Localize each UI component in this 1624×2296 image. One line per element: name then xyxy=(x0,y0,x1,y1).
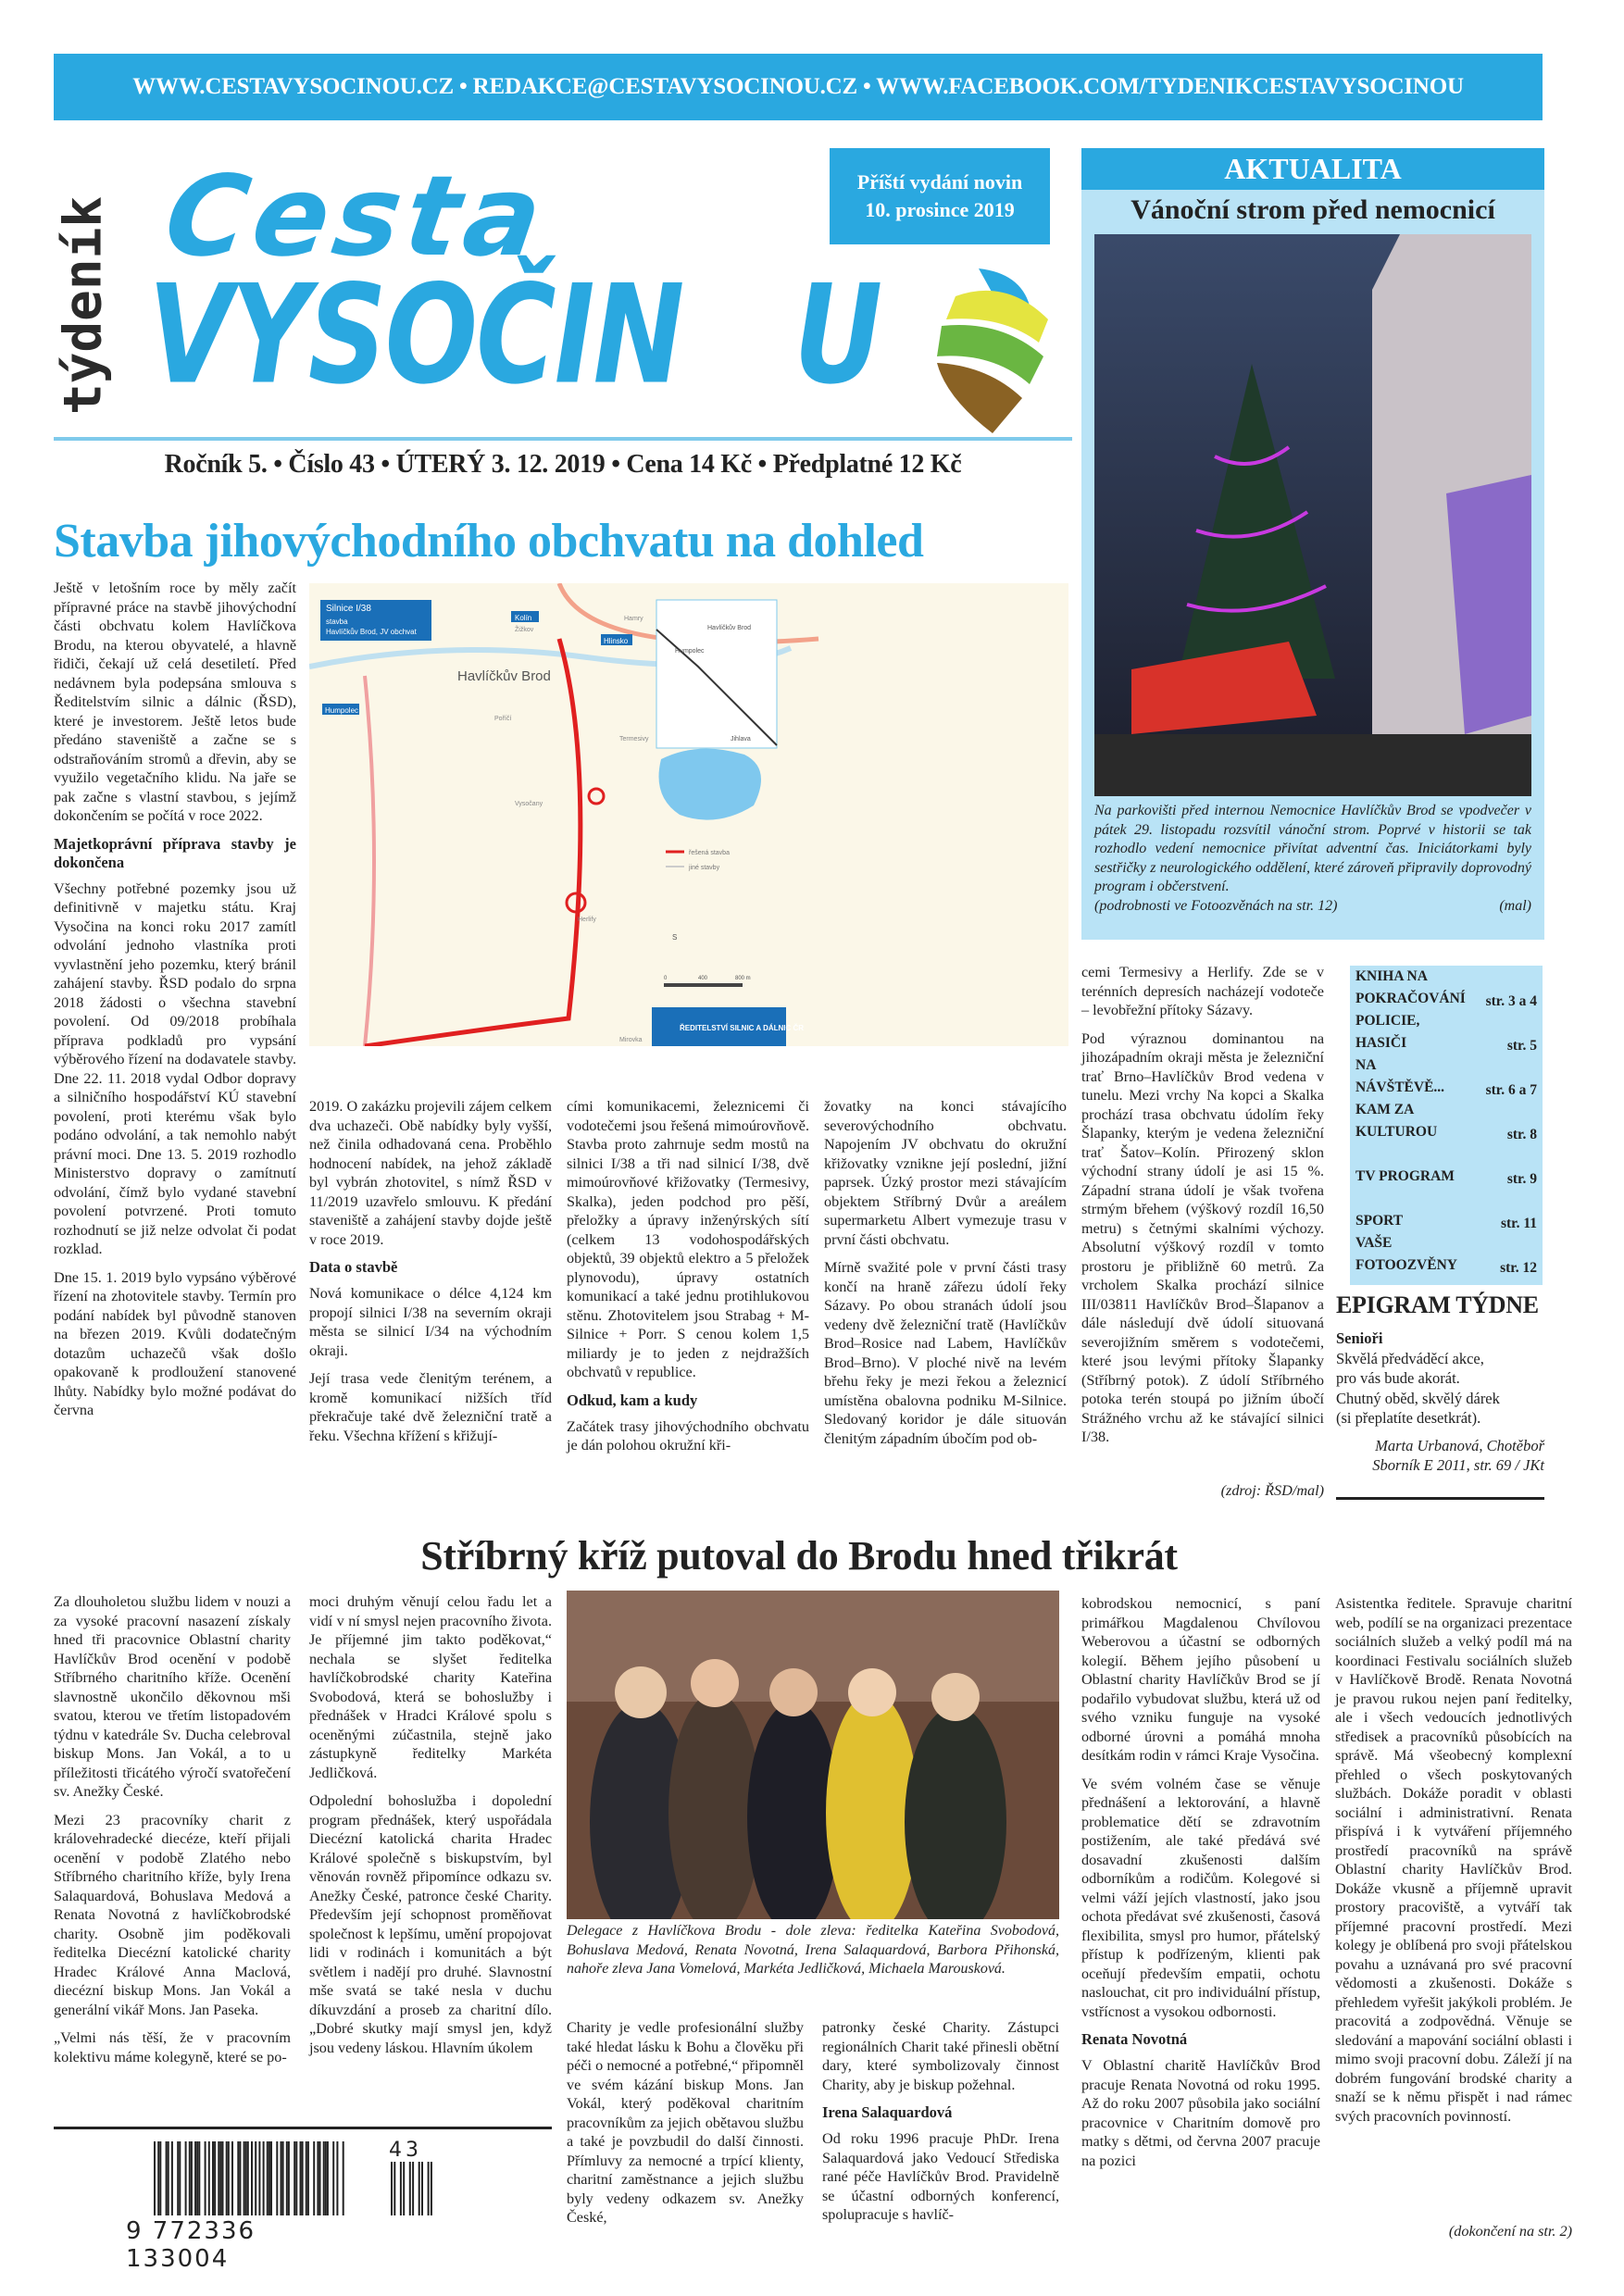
barcode-addon-bar xyxy=(409,2162,411,2215)
divider xyxy=(1336,1497,1544,1500)
paragraph: Všechny potřebné pozemky jsou už definitivně v majetku státu. Kraj Vysočina na konci roku 2017 zamítl odvolání jednoho vlastníka proti vyvlastnění jeho pozemku, který bránil zahájení stavby. ŘSD podalo do srpna 2018 žádosti o všechna stavební povolení. Od 09/2018 probíhala příprava podkladů pro vypsání výběrového řízení na dodavatele stavby. Dne 22. 11. 2018 vydal Odbor dopravy a silničního hospodářství KÚ stavební povolení, proti kterému však bylo podáno odvolání, a tak nemohlo nabýt právní moci. Dne 13. 5. 2019 rozhodlo Ministerstvo dopravy o zamítnutí odvolání, čímž bylo vydané stavební povolení potvrzené. Proti tomuto rozhodnutí se již nelze odvolat či podat rozklad. xyxy=(54,880,296,1257)
group-photo xyxy=(567,1591,1059,1919)
barcode-bar xyxy=(231,2141,233,2215)
next-issue-label: Příští vydání novin xyxy=(856,170,1023,193)
epigram-author: Marta Urbanová, Chotěboř xyxy=(1375,1436,1544,1454)
paragraph: 2019. O zakázku projevili zájem celkem dva uchazeči. Obě nabídky byly vyšší, než činila odhadovaná cena. Proběhlo hodnocení nabídek, na jehož základě byl vybrán zhotovitel, s nímž ŘSD v 11/2019 uzavřelo smlouvu. K předání staveniště a zahájení stavby dojde ještě v roce 2019. xyxy=(309,1098,552,1248)
map-label-humpolec: Humpolec xyxy=(325,706,359,715)
barcode-bar xyxy=(219,2141,221,2215)
divider xyxy=(54,2127,552,2129)
index-item[interactable] xyxy=(1350,1010,1543,1054)
barcode-addon-bar xyxy=(412,2162,414,2215)
barcode-bar xyxy=(228,2141,230,2215)
epigram-title: EPIGRAM TÝDNE xyxy=(1336,1292,1539,1318)
aktualita-title: Vánoční strom před nemocnicí xyxy=(1131,194,1495,225)
map-label-zizkov: Žižkov xyxy=(515,627,534,633)
paragraph: Za dlouholetou službu lidem v nouzi a za vysoké pracovní nasazení získaly hned tři pracovnice Oblastní charity Havlíčkův Brod ocenění v podobě Stříbrného charitního kříže. Ocenění slavnostně ukončilo děkovnou mši svatou, kterou ve třetím listopadovém týdnu v katedrále Sv. Ducha celebroval biskup Mons. Jan Vokál, a to u příležitosti třicátého výročí svatořečení sv. Anežky České. xyxy=(54,1593,291,1800)
barcode-bar xyxy=(323,2141,325,2215)
article2-title: Stříbrný kříž putoval do Brodu hned třikrát xyxy=(420,1533,1178,1578)
barcode-addon: 43 xyxy=(389,2139,422,2162)
map-label-hamry: Hamry xyxy=(624,616,643,622)
map-sign-sub1: stavba xyxy=(326,618,348,626)
barcode-bar xyxy=(194,2141,196,2215)
barcode-addon-bar xyxy=(428,2162,430,2215)
barcode-bar xyxy=(218,2141,219,2215)
barcode-bar xyxy=(281,2141,282,2215)
index-item-label: VAŠE FOTOOZVĚNY xyxy=(1355,1235,1457,1273)
barcode-bar xyxy=(214,2141,216,2215)
index-item-label: POLICIE, HASIČI xyxy=(1355,1013,1420,1051)
article1-col1 xyxy=(54,579,296,1429)
map-sign-sub2: Havlíčkův Brod, JV obchvat xyxy=(326,628,417,636)
barcode-bar xyxy=(327,2141,329,2215)
paragraph: Charity je vedle profesionální služby také hledat lásku k Bohu a člověku při péči o nemocné a potřebné,“ připomněl ve svém kázání biskup Mons. Jan Vokál, který poděkoval charitním pracovníkům za jejich obětavou službu a také je povzbudil do další činnosti. Přímluvy za nemocné a trpící klienty, charitní zaměstnance a jejich službu byly vedeny odkazem sv. Anežky České, xyxy=(567,2019,804,2226)
article2-continued[interactable]: (dokončení na str. 2) xyxy=(1448,2223,1572,2240)
barcode-addon-bar xyxy=(394,2162,395,2215)
index-item-page: str. 3 a 4 xyxy=(1485,993,1537,1009)
index-item-label: SPORT xyxy=(1355,1213,1404,1229)
map-label-hlinsko: Hlinsko xyxy=(604,637,629,645)
paragraph: Asistentka ředitele. Spravuje charitní web, podílí se na organizaci prezentace sociálních služeb a velký podíl má na koordinaci Festivalu sociálních služeb v Havlíčkově Brodě. Renata Novotná je pravou rukou nejen paní ředitelky, ale i všech vedoucích jednotlivých středisek a pracovníků působících na správě. Má všeobecný komplexní přehled o všech poskytovaných službách. Dokáže poradit v oblasti sociální i administrativní. Renata přispívá i k vytváření příjemného prostředí pracovníků na správě Oblastní charity Havlíčkův Brod. Dokáže vkusně a příjemně upravit prostory pracoviště, a vytváří tak příjemné pracovní prostředí. Mezi kolegy je oblíbená pro svoji přátelskou povahu a uznávaná pro své pracovní vědomosti a zkušenosti. Dokáže s přehledem vyřešit jakýkoli problém. Je pracovitá a zodpovědná. Věnuje se sledování a mapování sociální oblasti i mimo svoji pracovní dobu. Záleží jí na dobrém fungování brodské charity a snaží se k němu přispět i nad rámec svých pracovních povinností. xyxy=(1335,1595,1572,2125)
paragraph: Ještě v letošním roce by měly začít přípravné práce na stavbě jihovýchodní části obchvatu kolem Havlíčkova Brodu, na kterou obyvatelé, a hlavně řidiči, čekají už celá desetiletí. Před nedávnem byla podepsána smlouva s Ředitelstvím silnic a dálnic (ŘSD), které je investorem. Ještě letos bude předáno staveniště a začne se s odstraňováním stromů a dřevin, aby se využilo vegetačního klidu. Na jaře se pak začne s vlastní stavbou, s jejímž dokončením se počítá v roce 2022. xyxy=(54,580,296,824)
article2-col5 xyxy=(1081,1594,1320,2179)
barcode-bar xyxy=(286,2141,288,2215)
contact-links: WWW.CESTAVYSOCINOU.CZ • REDAKCE@CESTAVYSOCINOU.CZ • WWW.FACEBOOK.COM/TYDENIKCESTAVYSOCINOU xyxy=(132,74,1464,99)
barcode-bar xyxy=(325,2141,327,2215)
article2-col4 xyxy=(822,2018,1059,2234)
barcode-bar xyxy=(294,2141,295,2215)
paragraph: patronky české Charity. Zástupci regionálních Charit také přinesli obětní dary, které symbolizovaly činnost Charity, aby je biskup požehnal. xyxy=(822,2019,1059,2093)
epigram-source: Sborník E 2011, str. 69 / JKt xyxy=(1372,1456,1544,1474)
logo-side-text: týdeník xyxy=(53,195,114,416)
barcode-bar xyxy=(177,2141,179,2215)
barcode-bar xyxy=(157,2141,159,2215)
article1-col2 xyxy=(309,1097,552,1454)
subheading: Data o stavbě xyxy=(309,1258,398,1276)
barcode-addon-bar xyxy=(418,2162,420,2215)
map-label-termesivy: Termesivy xyxy=(619,736,649,742)
paragraph: Mírně svažité pole v první části trasy končí na hraně zářezu údolí řeky Sázavy. Po obou stranách údolí jsou vedeny dvě železniční tratě (Havlíčkův Brod–Rosice nad Labem, Havlíčkův Brod–Brno). V ploché nivě na levém břehu řeky je mezi řekou a železnicí umístěna obalovna podniku M-Silnice. Sledovaný koridor je dále situován členitým západním úbočím pod ob- xyxy=(824,1259,1067,1447)
inset-label-humpolec: Humpolec xyxy=(675,648,705,655)
barcode-bar xyxy=(237,2141,239,2215)
route-map xyxy=(309,583,1068,1046)
next-issue-box xyxy=(830,148,1050,244)
barcode-bar xyxy=(313,2141,315,2215)
barcode-bar xyxy=(239,2141,241,2215)
epigram xyxy=(1336,1329,1568,1476)
barcode-bar xyxy=(343,2141,344,2215)
index-item-label: KAM ZA KULTUROU xyxy=(1355,1102,1438,1140)
barcode-bar xyxy=(267,2141,269,2215)
index-item-label: KNIHA NA POKRAČOVÁNÍ xyxy=(1355,968,1466,1006)
paragraph: Mezi 23 pracovníky charit z královehradecké diecéze, kteří přijali ocenění v podobě Zlatého nebo Stříbrného charitního kříže, byly Irena Salaquardová, Bohuslava Medová a Renata Novotná z havlíčkobrodské charity. Osobně jim poděkovali ředitelka Diecézní katolické charity Hradec Králové Anna Maclová, diecézní biskup Mons. Jan Vokál a generální vikář Mons. Jan Paseka. xyxy=(54,1811,291,2018)
index-item[interactable] xyxy=(1350,966,1543,1010)
barcode-bar xyxy=(263,2141,265,2215)
map-label-herlify: Herlify xyxy=(578,917,596,923)
barcode-bar xyxy=(171,2141,173,2215)
barcode-bar xyxy=(336,2141,338,2215)
index-item-page: str. 5 xyxy=(1506,1038,1537,1054)
barcode-bar xyxy=(269,2141,270,2215)
barcode-addon-bar xyxy=(403,2162,405,2215)
barcode-bar xyxy=(307,2141,309,2215)
barcode-bar xyxy=(255,2141,256,2215)
christmas-tree-photo xyxy=(1094,234,1531,796)
barcode-bar xyxy=(179,2141,181,2215)
article1-col4 xyxy=(824,1097,1067,1457)
barcode-bar xyxy=(270,2141,272,2215)
article2-col6 xyxy=(1335,1594,1572,2135)
barcode-bar xyxy=(319,2141,321,2215)
barcode-bar xyxy=(168,2141,169,2215)
index-item-label: TV PROGRAM xyxy=(1355,1168,1455,1184)
barcode-bar xyxy=(245,2141,247,2215)
barcode-bar xyxy=(288,2141,290,2215)
paragraph: moci druhým věnují celou řadu let a vidí v ní smysl nejen pracovního života. Je příjemné jim takto poděkovat,“ nechala se slyšet ředitelka havlíčkobrodské charity Kateřina Svobodová, která se bohoslužby i přednášek v Hradci Králové spolu s oceněnými zúčastnila, stejně jako zástupkyně ředitelky Markéta Jedličková. xyxy=(309,1593,552,1781)
logo-cesta: Cesta xyxy=(157,153,555,281)
aktualita-author: (mal) xyxy=(1499,897,1531,914)
inset-label-hb: Havlíčkův Brod xyxy=(707,625,752,631)
paragraph: V Oblastní charitě Havlíčkův Brod pracuje Renata Novotná od roku 1995. Až do roku 2007 působila jako sociální pracovnice v Charitním domově pro matky s dětmi, od června 2007 pracuje na pozici xyxy=(1081,2057,1320,2169)
index-item-label: NA NÁVŠTĚVĚ... xyxy=(1355,1057,1445,1095)
epigram-heading: Senioři xyxy=(1336,1329,1383,1347)
map-label-porici: Poříčí xyxy=(494,716,512,722)
paragraph: Odpolední bohoslužba i dopolední program přednášek, který uspořádala Diecézní katolická charita Hradec Králové společně s biskupstvím, byl věnován rovněž připomínce odkazu sv. Anežky České, patronce české Charity. Především její schopnost proměňovat společnost k lepšímu, umění propojovat lidi v rodinách i komunitách a být světlem i nadějí pro druhé. Slavnostní mše svatá se také nesla v duchu díkuvzdání a proseb za charitní dílo. „Dobré skutky mají smysl jen, když jsou vedeny láskou. Hlavním úkolem xyxy=(309,1792,552,2056)
barcode-bar xyxy=(282,2141,284,2215)
barcode-bar xyxy=(185,2141,187,2215)
barcode-bar xyxy=(189,2141,191,2215)
subheading: Majetkoprávní příprava stavby je dokončena xyxy=(54,834,296,871)
map-label-kolin: Kolín xyxy=(515,614,532,622)
aktualita-caption xyxy=(1094,802,1531,916)
aktualita-caption-text: Na parkovišti před internou Nemocnice Havlíčkův Brod se vpodvečer v pátek 29. listopadu rozsvítil vánoční strom. Poprvé v historii se tak rozhodlo vedení nemocnice přivítat adventní čas. Iniciátorkami byly sestřičky z neurologického oddělení, které zároveň připravily doprovodný program i občerstvení. xyxy=(1094,803,1531,894)
barcode-bar xyxy=(196,2141,198,2215)
paragraph: Začátek trasy jihovýchodního obchvatu je dán polohou okružní kři- xyxy=(567,1417,809,1454)
paragraph: cími komunikacemi, železnicemi či vodotečemi jsou řešená mimoúrovňově. Stavba proto zahrnuje sedm mostů na silnici I/38 a tři nad silnicí I/38, dvě mimoúrovňové křižovatky (Termesivy, Skalka), jeden podchod pro pěší, přeložky a úpravy inženýrských sítí (celkem 13 vodohospodářských objektů, 39 objektů elektro a 5 přeložek plynovodu), úpravy ostatních komunikací a také jednu protihlukovou stěnu. Zhotovitelem jsou Strabag + M-Silnice + Porr. S cenou kolem 1,5 miliardy je to jeden z nejdražších obchvatů v republice. xyxy=(567,1098,809,1380)
contact-bar xyxy=(54,54,1543,120)
index-item-page: str. 11 xyxy=(1500,1216,1537,1231)
legend-label-1: řešená stavba xyxy=(689,850,730,856)
logo-globe-icon xyxy=(937,268,1057,435)
index-item[interactable] xyxy=(1350,1099,1543,1143)
barcode-addon-bar xyxy=(421,2162,423,2215)
epigram-line: pro vás bude akorát. xyxy=(1336,1369,1460,1387)
paragraph: Její trasa vede členitým terénem, a kromě komunikací nižších tříd překračuje také dvě železniční tratě a řeku. Všechna křížení s křižují- xyxy=(309,1370,552,1444)
epigram-line: Chutný oběd, skvělý dárek xyxy=(1336,1389,1500,1407)
aktualita-label: AKTUALITA xyxy=(1081,148,1544,190)
paragraph: „Velmi nás těší, že v pracovním kolektivu máme kolegyně, které se po- xyxy=(54,2029,291,2065)
index-item[interactable] xyxy=(1350,1232,1543,1277)
barcode-bar xyxy=(276,2141,278,2215)
barcode-bar xyxy=(205,2141,206,2215)
subheading: Irena Salaquardová xyxy=(822,2103,953,2121)
barcode-bar xyxy=(332,2141,334,2215)
barcode-bar xyxy=(154,2141,156,2215)
paragraph: cemi Termesivy a Herlify. Zde se v terénních depresích nacházejí vodoteče – levobřežní přítoky Sázavy. xyxy=(1081,964,1324,1018)
index-item[interactable] xyxy=(1350,1054,1543,1099)
barcode-number: 9 772336 133004 xyxy=(126,2217,256,2273)
aktualita-more-link[interactable]: (podrobnosti ve Fotoozvěnách na str. 12) xyxy=(1094,897,1338,914)
article1-source: (zdroj: ŘSD/mal) xyxy=(1220,1482,1324,1499)
article1-title: Stavba jihovýchodního obchvatu na dohled xyxy=(54,515,924,568)
paragraph: kobrodskou nemocnicí, s paní primářkou Magdalenou Chvílovou Weberovou a účastní se odborných kolegií. Během jejího působení u Oblastní charity Havlíčkův Brod se jí podařilo vybudovat službu, která už od svého vzniku funguje na vysoké odborné úrovni a pomáhá mnoha desítkám rodin v rámci Kraje Vysočina. xyxy=(1081,1595,1320,1764)
next-issue-date: 10. prosince 2019 xyxy=(865,198,1015,221)
group-photo-caption: Delegace z Havlíčkova Brodu - dole zleva: ředitelka Kateřina Svobodová, Bohuslava Medová, Renata Novotná, Irena Salaquardová, Barbora Přihonská, nahoře zleva Jana Vomelová, Markéta Jedličková, Michaela Marousková. xyxy=(567,1923,1059,1977)
map-label-mirovka: Mirovka xyxy=(619,1037,643,1043)
barcode-bar xyxy=(226,2141,228,2215)
paragraph: Pod výraznou dominantou na jihozápadním okraji města je železniční trať Brno–Havlíčkův Brod vedena v tunelu. Mezi vrchy Na kopci a Skalka prochází trasa obchvatu údolím řeky Šlapanky, kterým je vedena železniční trať Šatov–Kolín. Přirozený sklon východní strany údolí je asi 15 %. Západní strana údolí je však tvořena strmým břehem (výškový rozdíl 16,50 metru) s četnými skalními výchozy. Absolutní výškový rozdíl v tomto prostoru je přibližně 60 metrů. Za vrcholem Skalka prochází silnice III/03811 Havlíčkův Brod–Šlapanov a dále následují dvě údolí situovaná severojižním směrem s vodotečemi, které jsou levými přítoky Šlapanky (Stříbrný potok). Z údolí Stříbrného potoka terén stoupá po jižním úbočí Strážného vrchu až ke stávající silnici I/38. xyxy=(1081,1029,1324,1445)
paragraph: Ve svém volném čase se věnuje přednášení a lektorování, a hlavně problematice dětí se zdravotním postižením, ale také předává své dosavadní zkušenosti dalším odborníkům a rodičům. Kolegové si velmi váží jejích vlastností, jako jsou ochota předávat své zkušenosti, časová flexibilita, smysl pro humor, přátelský přístup k podřízeným, klienti pak oceňují především empatii, ochotu naslouchat, cit pro individuální přístup, vstřícnost a vysokou odbornosti. xyxy=(1081,1775,1320,2020)
epigram-line: Skvělá předváděcí akce, xyxy=(1336,1349,1484,1367)
barcode-addon-bar xyxy=(400,2162,402,2215)
barcode-bar xyxy=(212,2141,214,2215)
barcode-bar xyxy=(247,2141,249,2215)
logo-vysocinou: VYSOČIN U xyxy=(148,255,881,415)
index-item-page: str. 8 xyxy=(1506,1127,1537,1142)
article1-col5 xyxy=(1081,963,1324,1456)
article2-col3 xyxy=(567,2018,804,2237)
barcode-bar xyxy=(198,2141,200,2215)
barcode-bar xyxy=(300,2141,302,2215)
article2-col1 xyxy=(54,1592,291,2076)
barcode-bar xyxy=(258,2141,260,2215)
article2-col2 xyxy=(309,1592,552,2066)
divider xyxy=(54,437,1072,441)
czech-map-icon xyxy=(659,749,762,820)
paragraph: žovatky na konci stávajícího severovýchodního obchvatu. Napojením JV obchvatu do okružní křižovatky vznikne její poslední, jižní paprsek. Úzký prostor mezi stávajícím objektem Stříbrný Dvůr a areálem supermarketu Albert vymezuje trasu v první části obchvatu. xyxy=(824,1098,1067,1248)
legend-label-2: jiné stavby xyxy=(689,865,720,871)
barcode-bar xyxy=(295,2141,297,2215)
barcode-bar xyxy=(244,2141,245,2215)
barcode-addon-bar xyxy=(431,2162,432,2215)
map-sign-title: Silnice I/38 xyxy=(326,604,371,614)
index-item[interactable] xyxy=(1350,1188,1543,1232)
paragraph: Od roku 1996 pracuje PhDr. Irena Salaquardová jako Vedoucí Střediska rané péče Havlíčkův Brod. Pravidelně se účastní odborných konferencí, spolupracuje s havlíč- xyxy=(822,2130,1059,2223)
contents-index xyxy=(1350,966,1543,1285)
barcode-bar xyxy=(159,2141,161,2215)
subheading: Renata Novotná xyxy=(1081,2030,1188,2048)
barcode-bar xyxy=(251,2141,253,2215)
index-item-page: str. 6 a 7 xyxy=(1485,1082,1537,1098)
barcode-bar xyxy=(222,2141,224,2215)
barcode-bar xyxy=(317,2141,319,2215)
barcode-bar xyxy=(208,2141,210,2215)
barcode-bar xyxy=(191,2141,193,2215)
map-label-vysocany: Vysočany xyxy=(515,801,543,807)
scale-400: 400 xyxy=(698,976,708,981)
compass-icon: S xyxy=(672,933,678,942)
barcode-bar xyxy=(302,2141,304,2215)
index-item[interactable] xyxy=(1350,1143,1543,1188)
scale-800: 800 m xyxy=(735,976,751,981)
paragraph: Dne 15. 1. 2019 bylo vypsáno výběrové řízení na zhotovitele stavby. Termín pro podání nabídek byl původně stanoven na březen 2019. Kvůli dodatečným dotazům uchazečů však došlo opakovaně k prodloužení stanovené lhůty. Nabídky bylo možné podávat do června xyxy=(54,1268,296,1418)
inset-label-jihlava: Jihlava xyxy=(731,736,751,742)
barcode-bar xyxy=(306,2141,307,2215)
rsd-logo: ŘEDITELSTVÍ SILNIC A DÁLNIC ČR xyxy=(680,1024,805,1032)
paragraph: Nová komunikace o délce 4,124 km propojí silnici I/38 na severním okraji města se silnicí I/34 na východním okraji. xyxy=(309,1285,552,1359)
map-city-label: Havlíčkův Brod xyxy=(457,668,551,684)
scale-0: 0 xyxy=(664,976,668,981)
barcode-addon-bar xyxy=(391,2162,393,2215)
issue-info: Ročník 5. • Číslo 43 • ÚTERÝ 3. 12. 2019 • Cena 14 Kč • Předplatné 12 Kč xyxy=(164,450,962,479)
index-item-page: str. 9 xyxy=(1506,1171,1537,1187)
subheading: Odkud, kam a kudy xyxy=(567,1391,698,1409)
article1-col3 xyxy=(567,1097,809,1465)
epigram-line: (si přeplatíte desetkrát). xyxy=(1336,1409,1481,1427)
index-item-page: str. 12 xyxy=(1500,1260,1537,1276)
barcode-bar xyxy=(166,2141,168,2215)
